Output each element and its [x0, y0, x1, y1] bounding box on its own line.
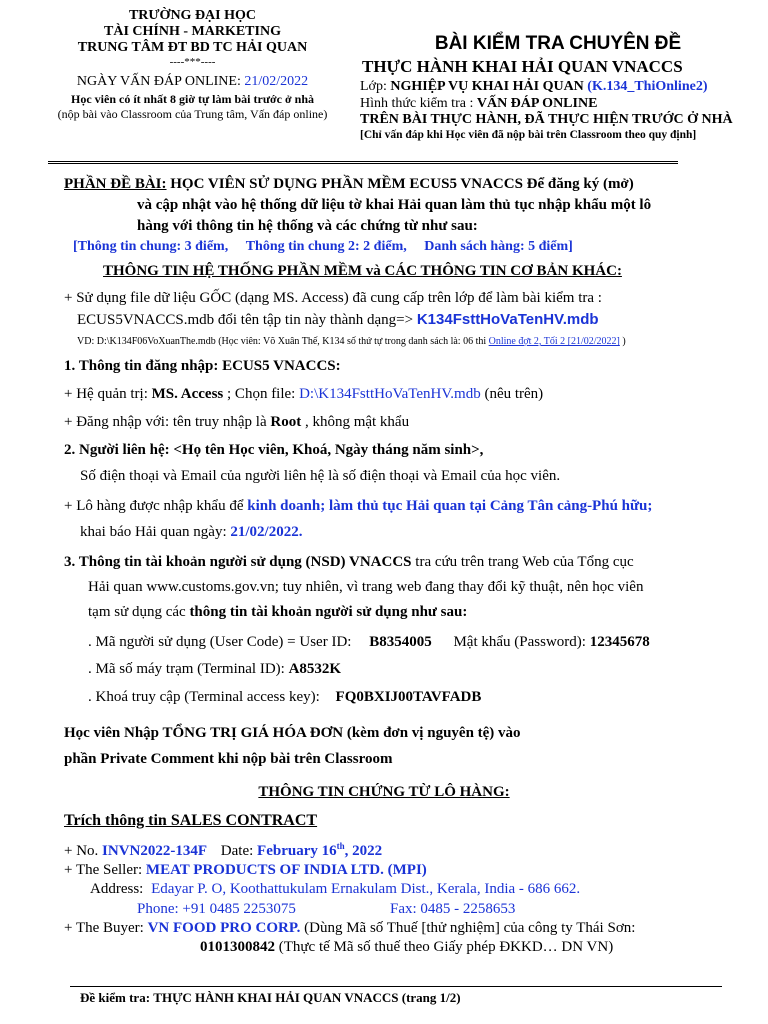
class-line	[360, 78, 760, 95]
goods-purpose-line	[64, 497, 652, 516]
user-code-value: B8354005	[369, 634, 432, 650]
buyer-line	[64, 919, 635, 938]
contract-no-value: INVN2022-134F	[102, 843, 208, 859]
password-label: Mật khẩu (Password):	[453, 634, 586, 650]
login-suffix: , không mật khẩu	[304, 414, 410, 430]
seller-phone: Phone: +91 0485 2253075	[137, 901, 296, 917]
access-key-value: FQ0BXIJ00TAVFADB	[335, 689, 482, 705]
stars-divider: ----***----	[169, 56, 216, 68]
submit-line2: phần Private Comment khi nộp bài trên Classroom	[64, 751, 393, 767]
tax-code-value: 0101300842	[200, 939, 275, 955]
footer	[80, 990, 461, 1006]
contract-date-year: , 2022	[344, 843, 383, 859]
target-filename: K134FsttHoVaTenHV.mdb	[416, 311, 599, 328]
account-line3-bold: thông tin tài khoản người sử dụng như sau:	[189, 604, 468, 620]
system-info-heading: THÔNG TIN HỆ THỐNG PHẦN MỀM và CÁC THÔNG TIN CƠ BẢN KHÁC:	[103, 263, 622, 279]
goods-purpose: kinh doanh;	[247, 498, 326, 514]
account-line3-prefix: tạm sử dụng các	[88, 604, 186, 620]
seller-value: MEAT PRODUCTS OF INDIA LTD. (MPI)	[145, 862, 427, 878]
class-code: (K.134_ThiOnline2)	[587, 79, 708, 94]
example-line	[77, 336, 626, 348]
example-text: VD: D:\K134F06VoXuanThe.mdb (Học viên: Võ Xuân Thế, K134 số thứ tự trong danh sách là: 06 thi	[77, 336, 487, 347]
access-key-line	[88, 688, 481, 707]
part-text1: HỌC VIÊN SỬ DỤNG PHẦN MỀM ECUS5 VNACCS Để đăng ký (mở)	[170, 176, 634, 192]
submit-line1: Học viên Nhập TỔNG TRỊ GIÁ HÓA ĐƠN (kèm đơn vị nguyên tệ) vào	[64, 725, 521, 741]
buyer-note: (Dùng Mã số Thuế [thử nghiệm] của công ty Thái Sơn:	[304, 920, 636, 936]
exam-date-value: 21/02/2022	[244, 74, 309, 89]
login-user: Root	[270, 414, 302, 430]
login-heading: 1. Thông tin đăng nhập: ECUS5 VNACCS:	[64, 358, 341, 374]
address-value: Edayar P. O, Koothattukulam Ernakulam Dist., Kerala, India - 686 662.	[151, 881, 581, 897]
header-divider	[48, 161, 678, 164]
seller-line	[64, 861, 427, 880]
footer-page: (trang 1/2)	[401, 990, 461, 1005]
contract-no-label: + No.	[64, 843, 99, 859]
login-line	[64, 413, 409, 432]
part-line2: và cập nhật vào hệ thống dữ liệu tờ khai Hải quan làm thủ tục nhập khẩu một lô	[137, 197, 652, 213]
submission-note: (nộp bài vào Classroom của Trung tâm, Vấn đáp online)	[57, 107, 328, 121]
account-heading-line	[64, 553, 634, 572]
part-label: PHẦN ĐỀ BÀI:	[64, 176, 167, 192]
contract-date-label: Date:	[220, 843, 254, 859]
user-code-line	[88, 633, 650, 652]
exam-form-value: VẤN ĐÁP ONLINE	[476, 96, 598, 111]
password-value: 12345678	[589, 634, 650, 650]
buyer-label: + The Buyer:	[64, 920, 144, 936]
account-heading: 3. Thông tin tài khoản người sử dụng (NSD) VNACCS	[64, 554, 412, 570]
terminal-id-value: A8532K	[288, 661, 342, 677]
goods-port: làm thủ tục Hải quan tại Cảng Tân cảng-Phú hữu;	[328, 498, 653, 514]
admin-prefix: + Hệ quản trị:	[64, 386, 148, 402]
exam-header	[360, 6, 760, 143]
part-line3: hàng với thông tin hệ thống và các chứng từ như sau:	[137, 218, 478, 234]
example-end: )	[622, 336, 626, 347]
exam-form-line	[360, 95, 760, 112]
account-line2: Hải quan www.customs.gov.vn; tuy nhiên, vì trang web đang thay đổi kỹ thuật, nên học viên	[88, 579, 644, 595]
exam-date-label: NGÀY VẤN ĐÁP ONLINE:	[76, 74, 241, 89]
center-name: TRUNG TÂM ĐT BD TC HẢI QUAN	[77, 40, 308, 55]
exam-form-note: TRÊN BÀI THỰC HÀNH, ĐÃ THỰC HIỆN TRƯỚC Ở NHÀ	[360, 112, 733, 127]
terminal-id-line	[88, 660, 341, 679]
footer-label: Đề kiểm tra:	[80, 990, 151, 1005]
goods-prefix: + Lô hàng được nhập khẩu để	[64, 498, 244, 514]
school-name-line2: TÀI CHÍNH - MARKETING	[104, 24, 281, 39]
seller-fax: Fax: 0485 - 2258653	[390, 901, 516, 917]
contract-heading: Trích thông tin SALES CONTRACT	[64, 812, 318, 829]
access-key-label: . Khoá truy cập (Terminal access key):	[88, 689, 320, 705]
login-prefix: + Đăng nhập với: tên truy nhập là	[64, 414, 267, 430]
admin-value: MS. Access	[151, 386, 224, 402]
file-value: D:\K134FsttHoVaTenHV.mdb	[299, 386, 481, 402]
score-line	[73, 238, 573, 256]
tax-code-line	[200, 938, 613, 957]
file-line2	[77, 310, 599, 330]
tax-code-note: (Thực tế Mã số thuế theo Giấy phép ĐKKD… DN VN)	[278, 939, 614, 955]
file-suffix: (nêu trên)	[484, 386, 544, 402]
score-general1: [Thông tin chung: 3 điểm,	[73, 239, 229, 254]
footer-divider	[70, 986, 722, 987]
file-line1: + Sử dụng file dữ liệu GỐC (dạng MS. Access) đã cung cấp trên lớp để làm bài kiểm tra :	[64, 290, 602, 306]
footer-title: THỰC HÀNH KHAI HẢI QUAN VNACCS	[153, 990, 399, 1005]
declaration-date-line	[80, 523, 302, 542]
exam-date-line	[20, 74, 365, 90]
declaration-prefix: khai báo Hải quan ngày:	[80, 524, 227, 540]
address-line	[90, 880, 580, 899]
documents-heading: THÔNG TIN CHỨNG TỪ LÔ HÀNG:	[258, 784, 510, 800]
account-heading-rest: tra cứu trên trang Web của Tổng cục	[415, 554, 634, 570]
exam-form-label: Hình thức kiểm tra :	[360, 96, 474, 111]
file-rename-text: ECUS5VNACCS.mdb đổi tên tập tin này thành dạng=>	[77, 312, 414, 328]
buyer-value: VN FOOD PRO CORP.	[147, 920, 301, 936]
school-name-line1: TRƯỜNG ĐẠI HỌC	[128, 8, 257, 23]
address-label: Address:	[90, 881, 144, 897]
exam-form-note2: [Chỉ vấn đáp khi Học viên đã nộp bài trên Classroom theo quy định]	[360, 129, 697, 141]
contact-line2: Số điện thoại và Email của người liên hệ là số điện thoại và Email của học viên.	[80, 468, 561, 484]
self-study-note: Học viên có ít nhất 8 giờ tự làm bài trước ở nhà	[71, 92, 314, 106]
score-general2: Thông tin chung 2: 2 điểm,	[245, 239, 407, 254]
account-line3	[88, 603, 467, 622]
user-code-label: . Mã người sử dụng (User Code) = User ID:	[88, 634, 352, 650]
contract-date-sup: th	[336, 841, 345, 851]
seller-label: + The Seller:	[64, 862, 143, 878]
declaration-date: 21/02/2022.	[230, 524, 303, 540]
class-label: Lớp:	[360, 79, 387, 94]
terminal-id-label: . Mã số máy trạm (Terminal ID):	[88, 661, 285, 677]
file-prefix: ; Chọn file:	[227, 386, 296, 402]
part-line1	[64, 175, 634, 194]
exam-subtitle: THỰC HÀNH KHAI HẢI QUAN VNACCS	[362, 57, 683, 76]
example-link[interactable]: Online đợt 2, Tối 2 [21/02/2022]	[488, 336, 620, 347]
contract-date-value: February 16	[257, 843, 337, 859]
contract-date	[257, 843, 382, 859]
contact-heading: 2. Người liên hệ: <Họ tên Học viên, Khoá, Ngày tháng năm sinh>,	[64, 442, 484, 458]
contract-number-line	[64, 837, 382, 861]
score-goods: Danh sách hàng: 5 điểm]	[424, 239, 573, 254]
school-header	[20, 6, 365, 122]
admin-line	[64, 385, 543, 404]
class-value: NGHIỆP VỤ KHAI HẢI QUAN	[390, 79, 584, 94]
exam-title: BÀI KIỂM TRA CHUYÊN ĐỀ	[434, 33, 682, 54]
